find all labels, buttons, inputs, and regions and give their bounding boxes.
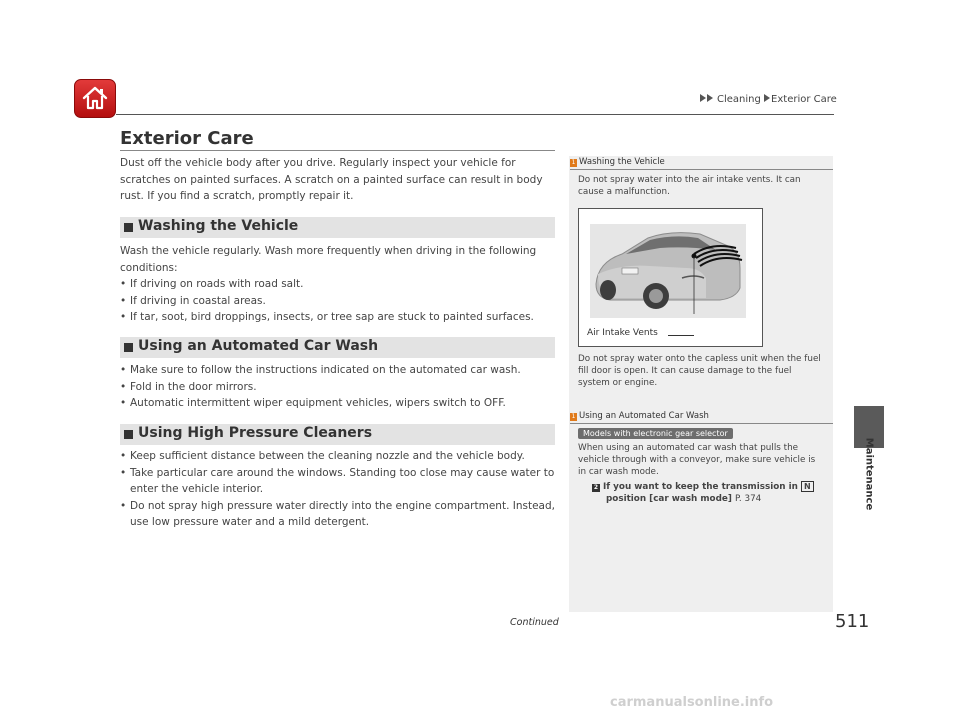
list-item: • Keep sufficient distance between the cleaning nozzle and the vehicle body. bbox=[120, 448, 555, 465]
title-divider bbox=[120, 150, 555, 151]
heading-square-icon bbox=[124, 343, 133, 352]
intro-paragraph: Dust off the vehicle body after you drive. Regularly inspect your vehicle for scratches on painted surfaces. A scratch on a painted surface can result in body rust. If you find a scratch, promptly repair it. bbox=[120, 157, 543, 202]
section-body-washing bbox=[120, 243, 550, 326]
page-title: Exterior Care bbox=[120, 128, 254, 149]
reference-page: P. 374 bbox=[734, 494, 762, 504]
section-body-automated-wash bbox=[120, 362, 550, 412]
chapter-tab-label: Maintenance bbox=[863, 437, 875, 511]
car-icon bbox=[590, 224, 746, 318]
note-divider bbox=[570, 169, 833, 170]
section-body-high-pressure bbox=[120, 448, 555, 531]
car-illustration bbox=[590, 224, 746, 318]
list-item: • If driving on roads with road salt. bbox=[120, 276, 550, 293]
breadcrumb bbox=[700, 94, 837, 105]
breadcrumb-arrow-icon bbox=[707, 94, 713, 102]
section-heading-high-pressure bbox=[120, 424, 555, 445]
note-marker-icon: 1 bbox=[571, 159, 576, 166]
reference-text: If you want to keep the transmission in bbox=[603, 482, 798, 492]
note-text: Do not spray water into the air intake vents. It can cause a malfunction. bbox=[578, 175, 801, 197]
section-paragraph: Wash the vehicle regularly. Wash more frequently when driving in the following conditions: bbox=[120, 245, 537, 274]
note-text: Do not spray water onto the capless unit when the fuel fill door is open. It can cause damage to the fuel system or engine. bbox=[578, 354, 821, 388]
list-item: • Make sure to follow the instructions indicated on the automated car wash. bbox=[120, 362, 550, 379]
header-divider bbox=[116, 114, 834, 115]
page-number: 511 bbox=[835, 611, 870, 632]
bullet-list bbox=[120, 276, 550, 326]
continued-label: Continued bbox=[510, 617, 559, 628]
list-item: • If tar, soot, bird droppings, insects, or tree sap are stuck to painted surfaces. bbox=[120, 309, 550, 326]
list-item: • If driving in coastal areas. bbox=[120, 293, 550, 310]
model-badge: Models with electronic gear selector bbox=[578, 428, 733, 439]
note-heading-automated-wash bbox=[570, 411, 709, 421]
breadcrumb-arrow-icon bbox=[700, 94, 706, 102]
reference-text: position [car wash mode] bbox=[606, 494, 732, 504]
list-item: • Automatic intermittent wiper equipment vehicles, wipers switch to OFF. bbox=[120, 395, 550, 412]
heading-square-icon bbox=[124, 223, 133, 232]
note-divider bbox=[570, 423, 833, 424]
note-title: Using an Automated Car Wash bbox=[579, 411, 709, 421]
list-item: • Fold in the door mirrors. bbox=[120, 379, 550, 396]
section-heading-text: Washing the Vehicle bbox=[138, 218, 299, 234]
watermark: carmanualsonline.info bbox=[610, 695, 774, 710]
house-icon bbox=[81, 85, 109, 111]
home-button[interactable] bbox=[74, 79, 116, 118]
callout-line bbox=[668, 335, 694, 336]
chapter-tab[interactable] bbox=[859, 437, 879, 511]
section-heading-text: Using an Automated Car Wash bbox=[138, 338, 379, 354]
reference-arrow-icon: 2 bbox=[593, 484, 599, 491]
list-item: • Do not spray high pressure water directly into the engine compartment. Instead, use low pressure water and a mild detergent. bbox=[120, 498, 555, 531]
note-text: When using an automated car wash that pulls the vehicle through with a conveyor, make sure vehicle is in car wash mode. bbox=[578, 443, 816, 477]
section-heading-automated-wash bbox=[120, 337, 555, 358]
heading-square-icon bbox=[124, 430, 133, 439]
bullet-list bbox=[120, 448, 555, 531]
bullet-list bbox=[120, 362, 550, 412]
note-heading-washing bbox=[570, 157, 665, 167]
section-heading-washing bbox=[120, 217, 555, 238]
breadcrumb-item-cleaning[interactable]: Cleaning bbox=[717, 94, 761, 105]
figure-callout-label: Air Intake Vents bbox=[587, 328, 658, 338]
list-item: • Take particular care around the windows. Standing too close may cause water to enter the vehicle interior. bbox=[120, 465, 555, 498]
breadcrumb-arrow-icon bbox=[764, 94, 770, 102]
note-title: Washing the Vehicle bbox=[579, 157, 665, 167]
note-marker-icon: 1 bbox=[571, 413, 576, 420]
gear-key-label: N bbox=[801, 481, 814, 492]
cross-reference-link[interactable] bbox=[592, 481, 827, 505]
section-heading-text: Using High Pressure Cleaners bbox=[138, 425, 373, 441]
breadcrumb-item-exterior-care[interactable]: Exterior Care bbox=[771, 94, 837, 105]
